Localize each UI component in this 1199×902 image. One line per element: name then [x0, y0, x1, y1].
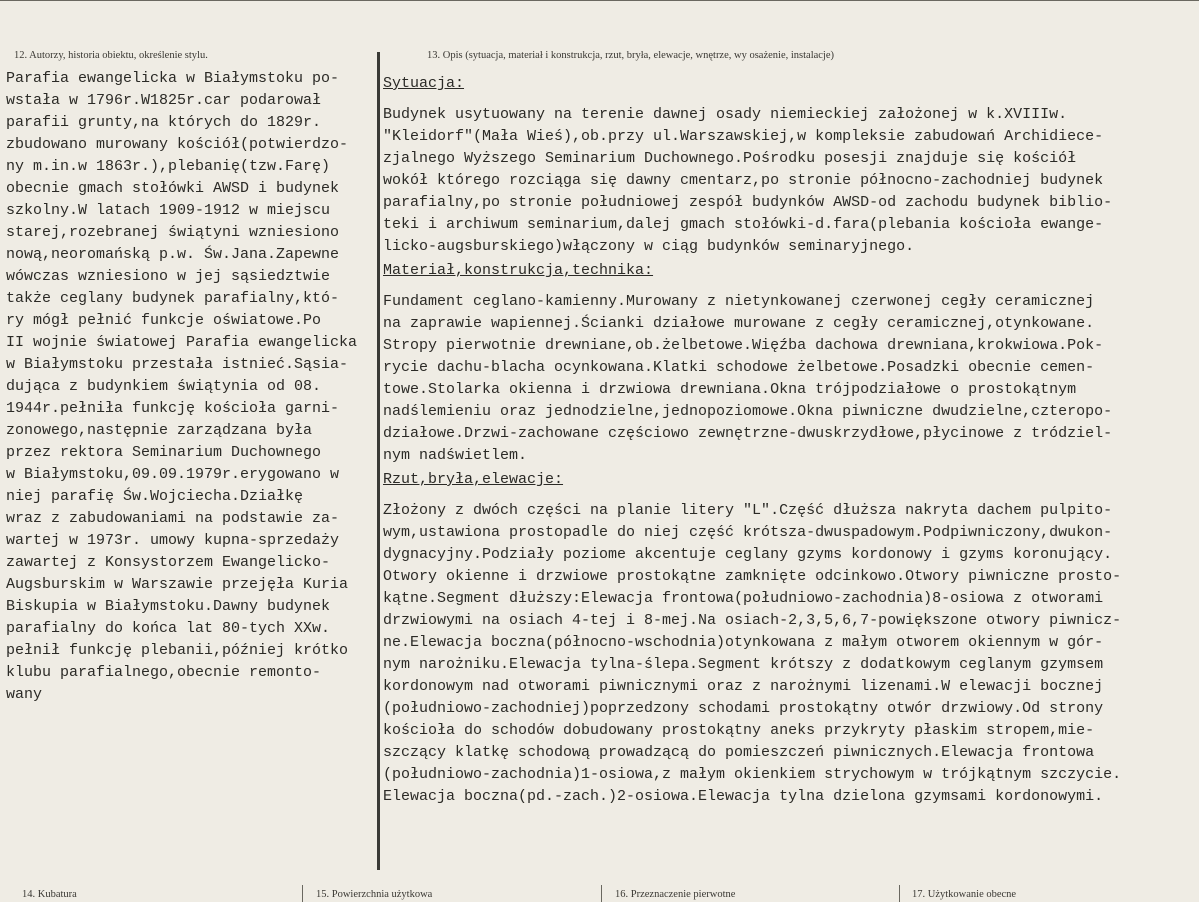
- description-text-line: zjalnego Wyższego Seminarium Duchownego.Pośrodku posesji znajduje się kościół: [383, 150, 1077, 167]
- history-text-line: niej parafię Św.Wojciecha.Działkę: [6, 488, 304, 505]
- history-text-line: ry mógł pełnić funkcje oświatowe.Po: [6, 312, 322, 329]
- description-text-line: wokół którego rozciąga się dawny cmentarz,po stronie północno-zachodniej budynek: [383, 172, 1104, 189]
- description-text-line: kościoła do schodów dobudowany prostokątny aneks przykryty płaskim stropem,mie-: [383, 722, 1095, 739]
- description-text-line: ne.Elewacja boczna(północno-wschodnia)otynkowana z małym otworem okiennym w gór-: [383, 634, 1104, 651]
- section-heading: Materiał,konstrukcja,technika:: [383, 262, 654, 279]
- description-text-line: Elewacja boczna(pd.-zach.)2-osiowa.Elewacja tylna dzielona gzymsami kordonowymi.: [383, 788, 1104, 805]
- history-text-line: także ceglany budynek parafialny,któ-: [6, 290, 340, 307]
- field-12-label: 12. Autorzy, historia obiektu, określenie stylu.: [14, 50, 208, 61]
- footer-rule: [0, 0, 1199, 1]
- field-15-label: 15. Powierzchnia użytkowa: [316, 889, 433, 900]
- history-text-line: Augsburskim w Warszawie przejęła Kuria: [6, 576, 349, 593]
- history-text-column: [6, 68, 374, 706]
- history-text-line: przez rektora Seminarium Duchownego: [6, 444, 322, 461]
- description-text-line: wym,ustawiona prostopadle do niej część krótsza-dwuspadowym.Podpiwniczony,dwukon-: [383, 524, 1113, 541]
- description-text-line: (południowo-zachodniej)poprzedzony schodami prostokątny otwór drzwiowy.Od strony: [383, 700, 1104, 717]
- description-text-line: dygnacyjny.Podziały poziome akcentuje ceglany gzyms kordonowy i gzyms koronujący.: [383, 546, 1113, 563]
- description-text-line: nadślemieniu oraz jednodzielne,jednopoziomowe.Okna piwniczne dwudzielne,czteropo-: [383, 403, 1113, 420]
- field-13-label: 13. Opis (sytuacja, materiał i konstrukcja, rzut, bryła, elewacje, wnętrze, wy osażenie, instalacje): [427, 50, 835, 61]
- history-text-line: 1944r.pełniła funkcję kościoła garni-: [6, 400, 340, 417]
- field-14-label: 14. Kubatura: [22, 889, 77, 900]
- history-text-line: w Białymstoku przestała istnieć.Sąsia-: [6, 356, 349, 373]
- history-text-line: wraz z zabudowaniami na podstawie za-: [6, 510, 340, 527]
- footer-separator: [899, 885, 900, 902]
- section-gap: [383, 491, 1195, 500]
- description-text-line: towe.Stolarka okienna i drzwiowa drewniana.Okna trójpodziałowe o prostokątnym: [383, 381, 1077, 398]
- history-text-line: klubu parafialnego,obecnie remonto-: [6, 664, 322, 681]
- history-text-line: parafialny do końca lat 80-tych XXw.: [6, 620, 331, 637]
- history-text-line: wówczas wzniesiono w jej sąsiedztwie: [6, 268, 331, 285]
- description-text-line: nym narożniku.Elewacja tylna-ślepa.Segment krótszy z dodatkowym ceglanym gzymsem: [383, 656, 1104, 673]
- description-text-line: (południowo-zachodnia)1-osiowa,z małym okienkiem strychowym w trójkątnym szczycie.: [383, 766, 1122, 783]
- description-text-line: kątne.Segment dłuższy:Elewacja frontowa(południowo-zachodnia)8-osiowa z otworami: [383, 590, 1104, 607]
- description-text-line: działowe.Drzwi-zachowane częściowo zewnętrzne-dwuskrzydłowe,płycinowe z tródziel-: [383, 425, 1113, 442]
- history-text-line: Biskupia w Białymstoku.Dawny budynek: [6, 598, 331, 615]
- description-text-line: Otwory okienne i drzwiowe prostokątne zamknięte odcinkowo.Otwory piwniczne prosto-: [383, 568, 1122, 585]
- description-text-line: nym nadświetlem.: [383, 447, 528, 464]
- history-text-line: wany: [6, 686, 43, 703]
- field-17-label: 17. Użytkowanie obecne: [912, 889, 1017, 900]
- history-text-line: wstała w 1796r.W1825r.car podarował: [6, 92, 322, 109]
- description-text-line: licko-augsburskiego)włączony w ciąg budynków seminaryjnego.: [383, 238, 915, 255]
- history-text-line: starej,rozebranej świątyni wzniesiono: [6, 224, 340, 241]
- column-divider: [377, 52, 380, 870]
- description-text-line: Fundament ceglano-kamienny.Murowany z nietynkowanej czerwonej cegły ceramicznej: [383, 293, 1095, 310]
- history-text-line: zawartej z Konsystorzem Ewangelicko-: [6, 554, 331, 571]
- description-text-line: szczący klatkę schodową prowadzącą do pomieszczeń piwnicznych.Elewacja frontowa: [383, 744, 1095, 761]
- description-text-line: "Kleidorf"(Mała Wieś),ob.przy ul.Warszawskiej,w kompleksie zabudowań Archidiece-: [383, 128, 1104, 145]
- history-text-line: wartej w 1973r. umowy kupna-sprzedaży: [6, 532, 340, 549]
- description-text-line: Złożony z dwóch części na planie litery "L".Część dłuższa nakryta dachem pulpito-: [383, 502, 1113, 519]
- history-text-line: dująca z budynkiem świątynia od 08.: [6, 378, 322, 395]
- footer-separator: [601, 885, 602, 902]
- history-text-line: zonowego,następnie zarządzana była: [6, 422, 313, 439]
- history-text-line: obecnie gmach stołówki AWSD i budynek: [6, 180, 340, 197]
- description-text-line: Budynek usytuowany na terenie dawnej osady niemieckiej założonej w k.XVIIIw.: [383, 106, 1068, 123]
- history-text-line: ny m.in.w 1863r.),plebanię(tzw.Farę): [6, 158, 331, 175]
- description-text-line: Stropy pierwotnie drewniane,ob.żelbetowe.Więźba dachowa drewniana,krokwiowa.Pok-: [383, 337, 1104, 354]
- footer-separator: [302, 885, 303, 902]
- history-text-line: parafii grunty,na których do 1829r.: [6, 114, 322, 131]
- history-text-line: pełnił funkcję plebanii,później krótko: [6, 642, 349, 659]
- history-text-line: w Białymstoku,09.09.1979r.erygowano w: [6, 466, 340, 483]
- history-text-line: II wojnie światowej Parafia ewangelicka: [6, 334, 358, 351]
- section-gap: [383, 282, 1195, 291]
- section-heading: Rzut,bryła,elewacje:: [383, 471, 564, 488]
- field-16-label: 16. Przeznaczenie pierwotne: [615, 889, 736, 900]
- description-text-line: drzwiowymi na osiach 4-tej i 8-mej.Na osiach-2,3,5,6,7-powiększone otwory piwnicz-: [383, 612, 1122, 629]
- description-text-line: rycie dachu-blacha ocynkowana.Klatki schodowe żelbetowe.Posadzki obecnie cemen-: [383, 359, 1095, 376]
- section-gap: [383, 95, 1195, 104]
- history-text-line: szkolny.W latach 1909-1912 w miejscu: [6, 202, 331, 219]
- history-text-line: zbudowano murowany kościół(potwierdzo-: [6, 136, 349, 153]
- section-heading: Sytuacja:: [383, 75, 465, 92]
- description-text-line: na zaprawie wapiennej.Ścianki działowe murowane z cegły ceramicznej,otynkowane.: [383, 315, 1095, 332]
- description-text-line: teki i archiwum seminarium,dalej gmach stołówki-d.fara(plebania kościoła ewange-: [383, 216, 1104, 233]
- description-text-line: parafialny,po stronie południowej zespół budynków AWSD-od zachodu budynek biblio-: [383, 194, 1113, 211]
- description-text-line: kordonowym nad otworami piwnicznymi oraz z narożnymi lizenami.W elewacji bocznej: [383, 678, 1104, 695]
- description-text-column: [383, 73, 1195, 808]
- history-text-line: nową,neoromańską p.w. Św.Jana.Zapewne: [6, 246, 340, 263]
- history-text-line: Parafia ewangelicka w Białymstoku po-: [6, 70, 340, 87]
